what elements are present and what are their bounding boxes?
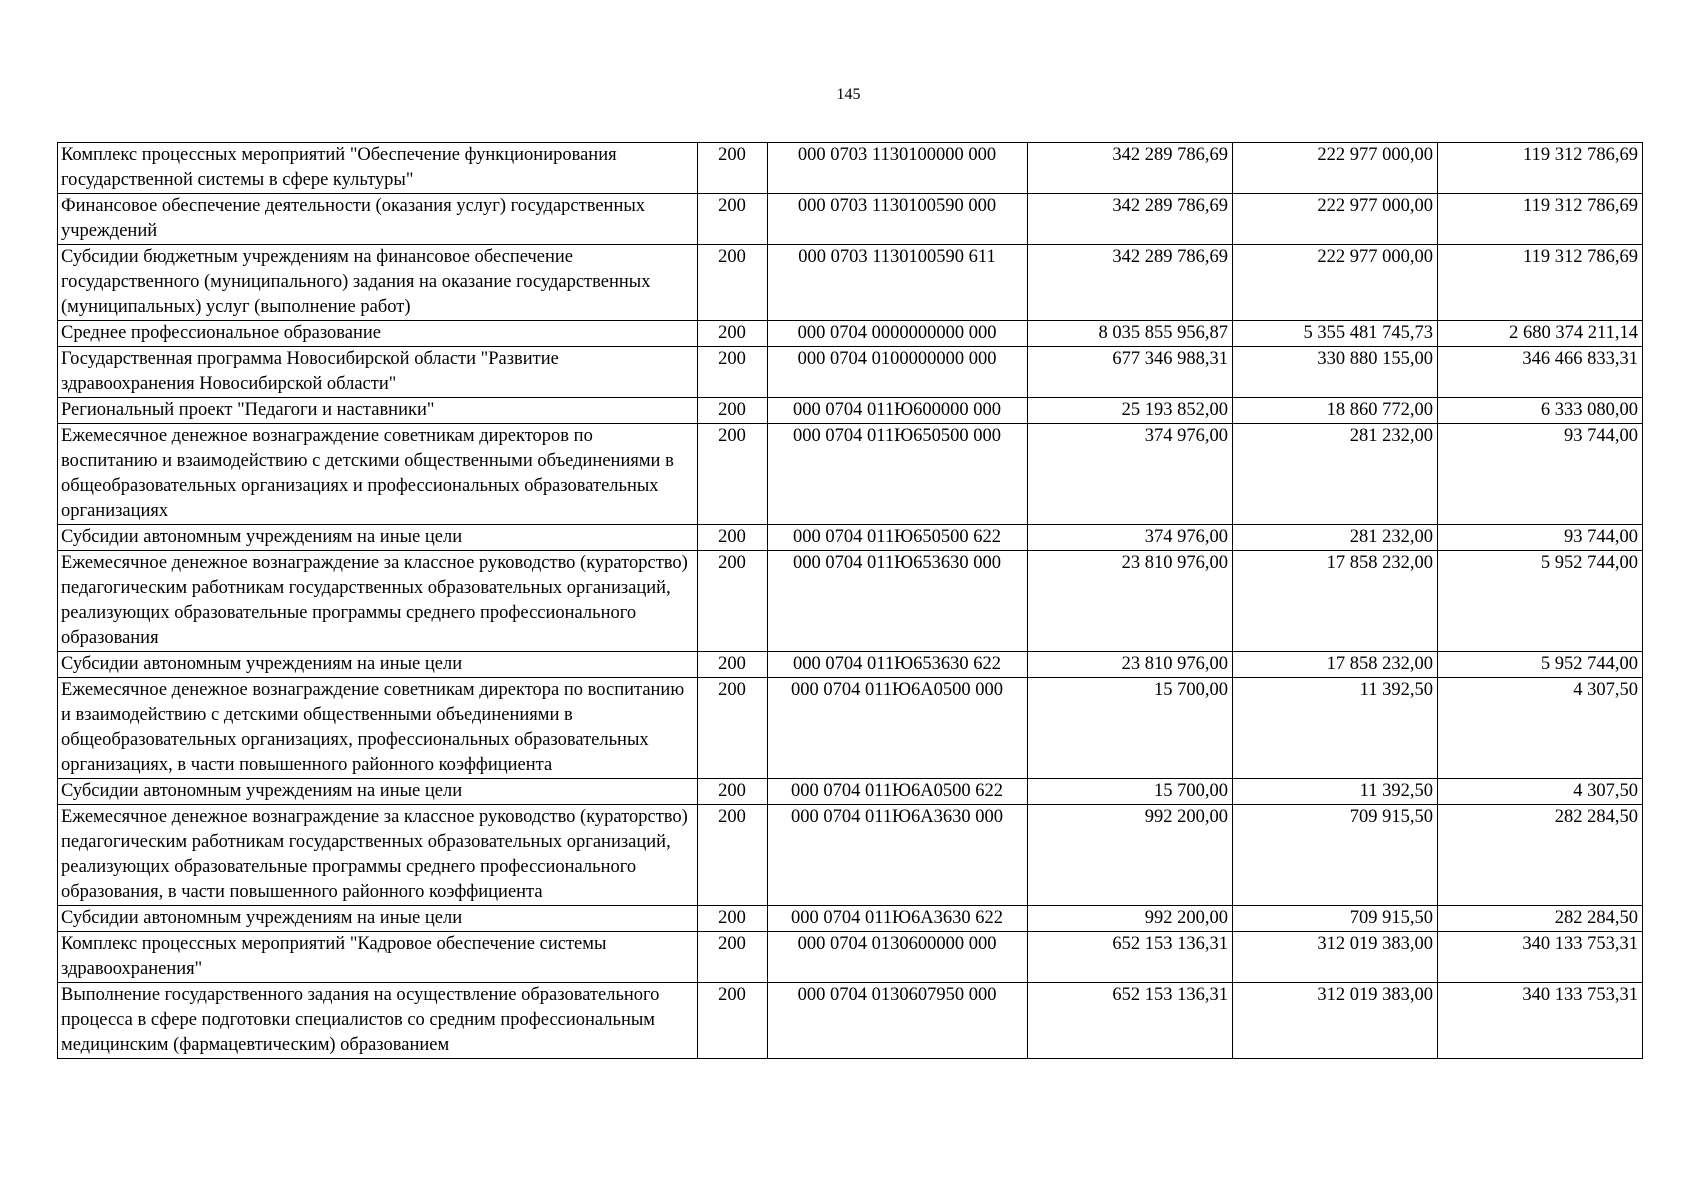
row-line-code-cell: 200 [698,652,768,678]
row-classification-code-cell: 000 0704 011Ю650500 622 [768,525,1028,551]
row-approved-amount-cell: 23 810 976,00 [1028,652,1233,678]
row-unexecuted-amount-cell: 2 680 374 211,14 [1438,321,1643,347]
row-executed-amount-cell: 312 019 383,00 [1233,932,1438,983]
row-line-code-cell: 200 [698,906,768,932]
row-unexecuted-amount-cell: 93 744,00 [1438,424,1643,525]
row-line-code-cell: 200 [698,398,768,424]
table-row [58,551,1643,652]
row-name-cell: Субсидии автономным учреждениям на иные цели [58,525,698,551]
table-row [58,805,1643,906]
row-unexecuted-amount-cell: 282 284,50 [1438,906,1643,932]
row-line-code-cell: 200 [698,245,768,321]
row-approved-amount-cell: 23 810 976,00 [1028,551,1233,652]
row-name-cell: Субсидии автономным учреждениям на иные цели [58,652,698,678]
table-row [58,932,1643,983]
row-executed-amount-cell: 222 977 000,00 [1233,194,1438,245]
table-row [58,347,1643,398]
row-name-cell: Выполнение государственного задания на осуществление образовательного процесса в сфере подготовки специалистов со средним профессиональным медицинским (фармацевтическим) образованием [58,983,698,1059]
row-name-cell: Среднее профессиональное образование [58,321,698,347]
row-classification-code-cell: 000 0703 1130100590 000 [768,194,1028,245]
row-line-code-cell: 200 [698,551,768,652]
row-executed-amount-cell: 11 392,50 [1233,779,1438,805]
row-classification-code-cell: 000 0704 0130600000 000 [768,932,1028,983]
row-unexecuted-amount-cell: 119 312 786,69 [1438,245,1643,321]
row-classification-code-cell: 000 0704 0000000000 000 [768,321,1028,347]
row-approved-amount-cell: 15 700,00 [1028,779,1233,805]
row-line-code-cell: 200 [698,424,768,525]
row-unexecuted-amount-cell: 4 307,50 [1438,779,1643,805]
row-classification-code-cell: 000 0704 011Ю6А0500 622 [768,779,1028,805]
row-unexecuted-amount-cell: 5 952 744,00 [1438,652,1643,678]
row-line-code-cell: 200 [698,678,768,779]
row-executed-amount-cell: 281 232,00 [1233,424,1438,525]
table-row [58,652,1643,678]
row-unexecuted-amount-cell: 4 307,50 [1438,678,1643,779]
table-row [58,321,1643,347]
row-classification-code-cell: 000 0704 011Ю650500 000 [768,424,1028,525]
row-executed-amount-cell: 709 915,50 [1233,906,1438,932]
row-name-cell: Комплекс процессных мероприятий "Обеспечение функционирования государственной системы в сфере культуры" [58,143,698,194]
row-unexecuted-amount-cell: 5 952 744,00 [1438,551,1643,652]
row-approved-amount-cell: 342 289 786,69 [1028,143,1233,194]
row-executed-amount-cell: 17 858 232,00 [1233,652,1438,678]
row-classification-code-cell: 000 0704 0130607950 000 [768,983,1028,1059]
table-row [58,983,1643,1059]
row-approved-amount-cell: 15 700,00 [1028,678,1233,779]
table-row [58,143,1643,194]
row-unexecuted-amount-cell: 93 744,00 [1438,525,1643,551]
row-name-cell: Государственная программа Новосибирской области "Развитие здравоохранения Новосибирской области" [58,347,698,398]
row-unexecuted-amount-cell: 119 312 786,69 [1438,194,1643,245]
row-unexecuted-amount-cell: 282 284,50 [1438,805,1643,906]
row-executed-amount-cell: 330 880 155,00 [1233,347,1438,398]
row-name-cell: Ежемесячное денежное вознаграждение за классное руководство (кураторство) педагогическим работникам государственных образовательных организаций, реализующих образовательные программы среднего профессионального образования, в части повышенного районного коэффициента [58,805,698,906]
row-line-code-cell: 200 [698,525,768,551]
row-executed-amount-cell: 11 392,50 [1233,678,1438,779]
row-executed-amount-cell: 18 860 772,00 [1233,398,1438,424]
table-row [58,678,1643,779]
row-executed-amount-cell: 222 977 000,00 [1233,143,1438,194]
table-row [58,194,1643,245]
row-approved-amount-cell: 374 976,00 [1028,424,1233,525]
row-line-code-cell: 200 [698,983,768,1059]
row-name-cell: Региональный проект "Педагоги и наставники" [58,398,698,424]
row-approved-amount-cell: 652 153 136,31 [1028,932,1233,983]
row-executed-amount-cell: 5 355 481 745,73 [1233,321,1438,347]
row-approved-amount-cell: 25 193 852,00 [1028,398,1233,424]
row-name-cell: Ежемесячное денежное вознаграждение за классное руководство (кураторство) педагогическим работникам государственных образовательных организаций, реализующих образовательные программы среднего профессионального образования [58,551,698,652]
row-unexecuted-amount-cell: 6 333 080,00 [1438,398,1643,424]
row-line-code-cell: 200 [698,143,768,194]
row-name-cell: Ежемесячное денежное вознаграждение советникам директора по воспитанию и взаимодействию с детскими общественными объединениями в общеобразовательных организациях, профессиональных образовательных организациях, в части повышенного районного коэффициента [58,678,698,779]
row-classification-code-cell: 000 0704 011Ю6А0500 000 [768,678,1028,779]
row-classification-code-cell: 000 0703 1130100590 611 [768,245,1028,321]
row-executed-amount-cell: 312 019 383,00 [1233,983,1438,1059]
row-line-code-cell: 200 [698,321,768,347]
row-approved-amount-cell: 652 153 136,31 [1028,983,1233,1059]
row-executed-amount-cell: 222 977 000,00 [1233,245,1438,321]
row-approved-amount-cell: 342 289 786,69 [1028,194,1233,245]
row-line-code-cell: 200 [698,779,768,805]
row-approved-amount-cell: 374 976,00 [1028,525,1233,551]
table-row [58,424,1643,525]
row-name-cell: Ежемесячное денежное вознаграждение советникам директоров по воспитанию и взаимодействию с детскими общественными объединениями в общеобразовательных организациях и профессиональных образовательных организациях [58,424,698,525]
row-name-cell: Финансовое обеспечение деятельности (оказания услуг) государственных учреждений [58,194,698,245]
row-approved-amount-cell: 677 346 988,31 [1028,347,1233,398]
budget-table-body [58,143,1643,1059]
row-approved-amount-cell: 992 200,00 [1028,805,1233,906]
row-classification-code-cell: 000 0704 011Ю653630 000 [768,551,1028,652]
row-line-code-cell: 200 [698,932,768,983]
row-line-code-cell: 200 [698,194,768,245]
table-row [58,398,1643,424]
row-name-cell: Комплекс процессных мероприятий "Кадровое обеспечение системы здравоохранения" [58,932,698,983]
row-classification-code-cell: 000 0704 011Ю6А3630 000 [768,805,1028,906]
table-row [58,779,1643,805]
row-approved-amount-cell: 342 289 786,69 [1028,245,1233,321]
row-line-code-cell: 200 [698,347,768,398]
row-classification-code-cell: 000 0704 011Ю653630 622 [768,652,1028,678]
row-executed-amount-cell: 281 232,00 [1233,525,1438,551]
row-name-cell: Субсидии бюджетным учреждениям на финансовое обеспечение государственного (муниципального) задания на оказание государственных (муниципальных) услуг (выполнение работ) [58,245,698,321]
table-row [58,525,1643,551]
row-unexecuted-amount-cell: 346 466 833,31 [1438,347,1643,398]
table-row [58,245,1643,321]
row-approved-amount-cell: 992 200,00 [1028,906,1233,932]
row-executed-amount-cell: 17 858 232,00 [1233,551,1438,652]
row-line-code-cell: 200 [698,805,768,906]
row-unexecuted-amount-cell: 340 133 753,31 [1438,932,1643,983]
row-name-cell: Субсидии автономным учреждениям на иные цели [58,906,698,932]
row-classification-code-cell: 000 0703 1130100000 000 [768,143,1028,194]
page-number: 145 [836,86,861,103]
row-name-cell: Субсидии автономным учреждениям на иные цели [58,779,698,805]
row-classification-code-cell: 000 0704 0100000000 000 [768,347,1028,398]
row-unexecuted-amount-cell: 340 133 753,31 [1438,983,1643,1059]
row-approved-amount-cell: 8 035 855 956,87 [1028,321,1233,347]
row-executed-amount-cell: 709 915,50 [1233,805,1438,906]
row-classification-code-cell: 000 0704 011Ю600000 000 [768,398,1028,424]
budget-table [57,142,1643,1059]
row-classification-code-cell: 000 0704 011Ю6А3630 622 [768,906,1028,932]
table-row [58,906,1643,932]
row-unexecuted-amount-cell: 119 312 786,69 [1438,143,1643,194]
